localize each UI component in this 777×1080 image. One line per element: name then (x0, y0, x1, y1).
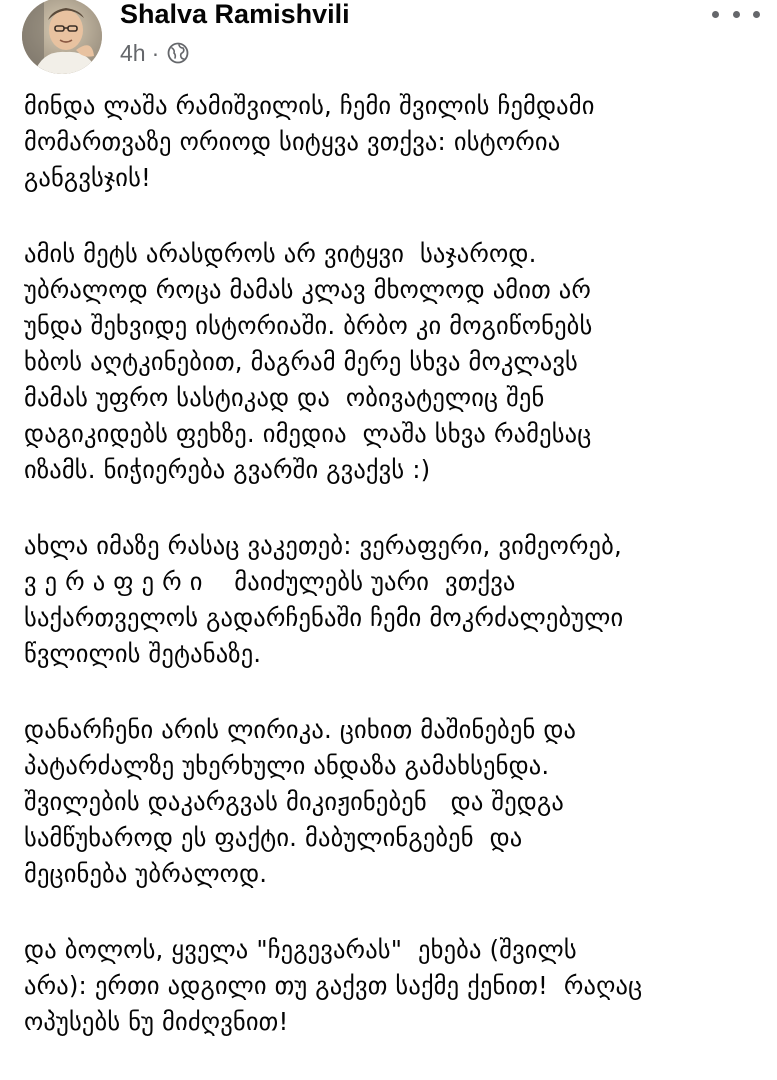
post-paragraph (24, 712, 769, 892)
text-line: მეცინება უბრალოდ. (24, 859, 268, 888)
avatar-photo (22, 0, 102, 74)
more-dot (733, 11, 740, 18)
meta-separator: · (151, 39, 160, 66)
text-line: ახლა იმაზე რასაც ვაკეთებ: ვერაფერი, ვიმეორებ, (24, 531, 622, 560)
text-line: ოპუსებს ნუ მიძღვნით! (24, 1007, 289, 1036)
text-line: განგვსჯის! (24, 163, 152, 192)
post-time[interactable]: 4h (120, 39, 146, 66)
text-line: დაგიკიდებს ფეხზე. იმედია ლაშა სხვა რამესაც (24, 419, 592, 448)
text-line: პატარძალზე უხერხული ანდაზა გამახსენდა. (24, 751, 550, 780)
more-dot (753, 11, 760, 18)
post-text (24, 88, 769, 1080)
globe-icon[interactable] (167, 42, 189, 64)
text-line: არა): ერთი ადგილი თუ გაქვთ საქმე ქენით! რაღაც (24, 971, 643, 1000)
post-header (0, 0, 777, 88)
text-line: საქართველოს გადარჩენაში ჩემი მოკრძალებული (24, 603, 624, 632)
more-options-icon[interactable] (712, 2, 760, 26)
more-dot (712, 11, 719, 18)
text-line: უნდა შეხვიდე ისტორიაში. ბრბო კი მოგიწონებს (24, 311, 593, 340)
text-line: შვილების დაკარგვას მიკიჟინებენ და შედგა (24, 787, 564, 816)
text-line: მამას უფრო სასტიკად და ობივატელიც შენ (24, 383, 545, 412)
text-line: ვ ე რ ა ფ ე რ ი მაიძულებს უარი ვთქვა (24, 567, 516, 596)
text-line: და ბოლოს, ყველა "ჩეგევარას" ეხება (შვილს (24, 935, 577, 964)
text-line: მომართვაზე ორიოდ სიტყვა ვთქვა: ისტორია (24, 127, 561, 156)
text-line: უბრალოდ როცა მამას კლავ მხოლოდ ამით არ (24, 275, 592, 304)
avatar[interactable] (22, 0, 102, 74)
author-name[interactable]: Shalva Ramishvili (120, 0, 350, 29)
post-paragraph (24, 236, 769, 488)
post-meta (120, 37, 189, 69)
post-paragraph (24, 528, 769, 672)
text-line: ხბოს აღტკინებით, მაგრამ მერე სხვა მოკლავს (24, 347, 579, 376)
text-line: წვლილის შეტანაზე. (24, 639, 262, 668)
text-line: დანარჩენი არის ლირიკა. ციხით მაშინებენ და (24, 715, 577, 744)
post-paragraph (24, 88, 769, 196)
text-line: ამის მეტს არასდროს არ ვიტყვი საჯაროდ. (24, 239, 537, 268)
text-line: სამწუხაროდ ეს ფაქტი. მაბულინგებენ და (24, 823, 523, 852)
text-line: მინდა ლაშა რამიშვილის, ჩემი შვილის ჩემდამი (24, 91, 595, 120)
text-line: იზამს. ნიჭიერება გვარში გვაქვს :) (24, 455, 431, 484)
